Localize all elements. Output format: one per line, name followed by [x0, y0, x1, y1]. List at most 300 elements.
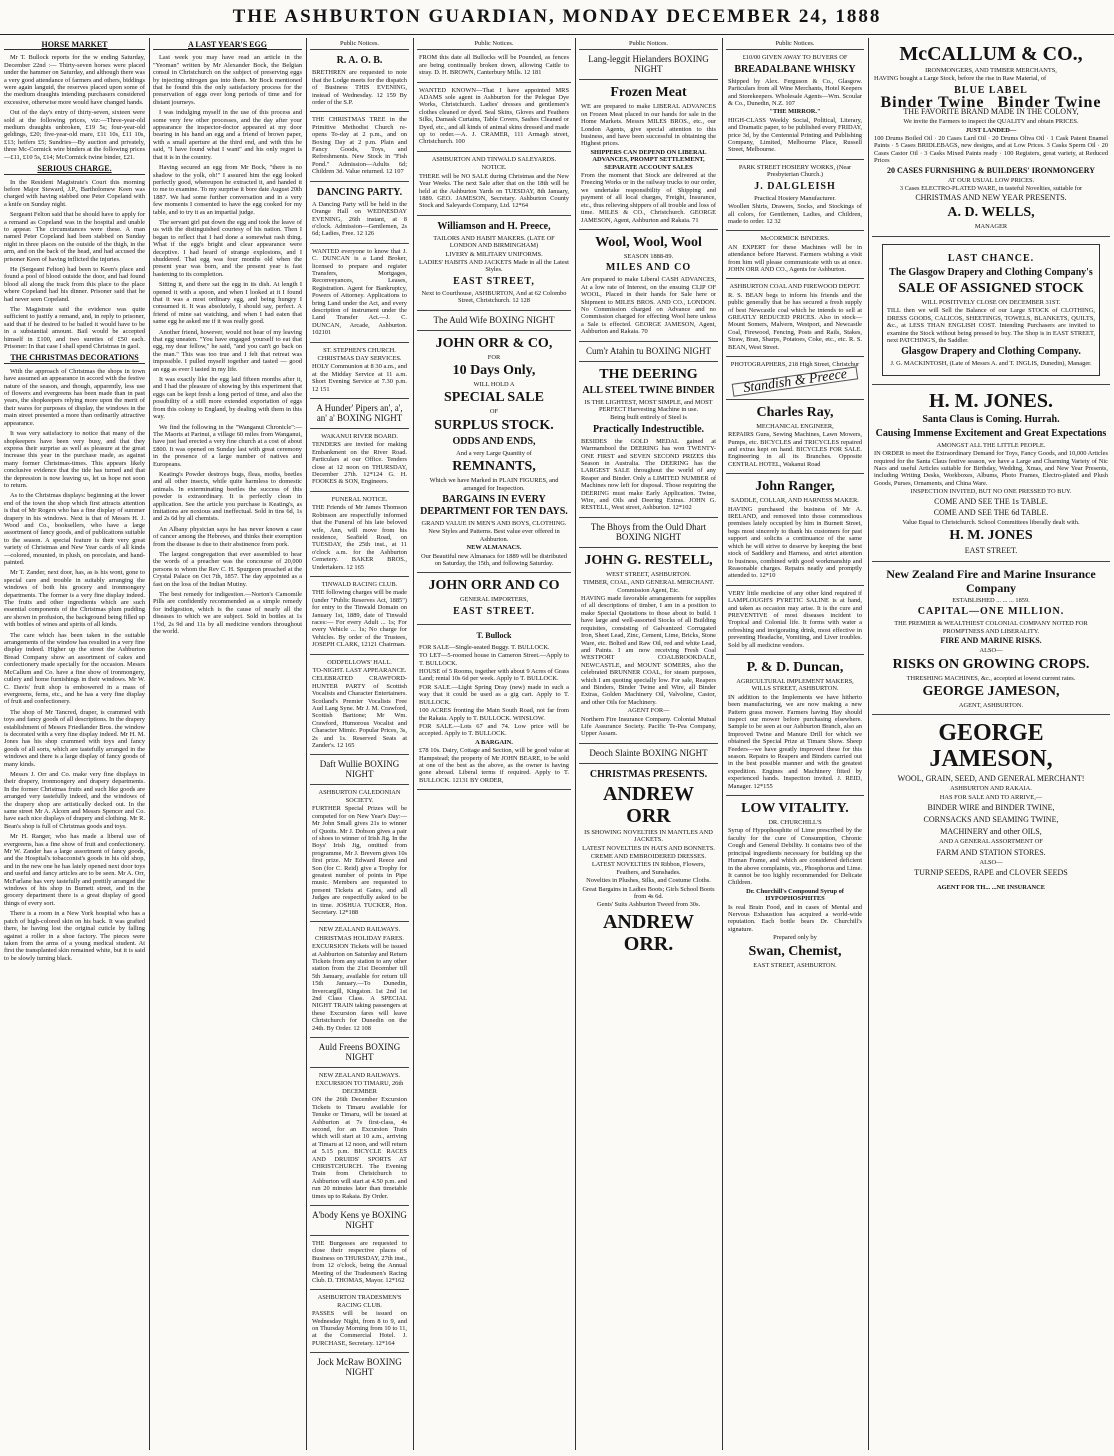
ad-heading: ANDREW ORR — [602, 782, 695, 827]
ad-text: GRAND VALUE IN MEN'S AND BOYS, CLOTHING. — [421, 520, 567, 527]
ad-text: THRESHING MACHINES, &c., accepted at lowest current rates. — [906, 674, 1076, 682]
notice-text: FURTHER Special Prizes will be competed for on New Year's Day:— Mr John Small gives 21s to winner of Quoits. Mr J. Dobson gives a pair of shoes to winner of Irish Jig. In the Boys' Irish Jig, omitted from programme, Mr J. Brevern gives 10s first prize. Mr Edward Reece and Son (for C. Reid) give a Trophy for greatest number of points in Pipe music. Members are requested to present Tickets at Gates, and all Judges are respectfully asked to be in time. JOSHUA TUCKER, Hon. Secretary. 12*188 — [312, 805, 407, 916]
boxing-night-line: Auld Freens BOXING NIGHT — [318, 1042, 401, 1063]
ad-heading: Williamson and H. Preece, — [437, 220, 551, 232]
section-label — [417, 38, 571, 50]
ad-heading: Santa Claus is Coming. Hurrah. — [922, 413, 1060, 425]
ad-frozen-meat — [579, 80, 718, 230]
ad-subheading: SEASON 1888-89. — [623, 252, 674, 260]
ad-subheading: ASHBURTON AND RAKAIA. — [950, 785, 1032, 793]
ad-text: AN EXPERT for these Machines will be in attendance before Harvest. Farmers wishing a visit from him will please communicate with us at once. JOHN ORR AND CO., Agents for Ashburton. — [728, 243, 862, 273]
notice-text: THERE will be NO SALE during Christmas and the New Year Weeks. The next Sale after that on the 18th will be held at the Ashburton Yards on TUESDAY, 8th January, 1889. GEO. JAMESON, Secretary. Ashburton County Stock and Saleyards Company, Ltd. 12*64 — [419, 172, 569, 210]
ad-coal-depot — [726, 279, 864, 357]
ad-subheading: Dr. Churchill's Compound Syrup of HYPOPHOSPHITES — [746, 887, 844, 903]
ad-subheading: WILL POSITIVELY CLOSE ON DECEMBER 31ST. — [921, 298, 1061, 306]
ad-text: ALSO— — [979, 647, 1003, 655]
ad-heading: EAST STREET. — [453, 605, 535, 617]
ad-heading: Practically Indestructible. — [592, 423, 705, 435]
ad-text: REPAIRS Guns, Sewing Machines, Lawn Mowers, Pumps, etc. BICYCLES and TRICYCLES repaired and extras kept on hand. BICYCLES FOR SALE. Engineering in all its Branches. Opposite CENTRAL HOTEL, Wakanui Road — [728, 431, 862, 468]
ad-heading: GEORGE JAMESON, — [922, 684, 1060, 699]
ad-subheading: WOOL, GRAIN, SEED, AND GENERAL MERCHANT! — [897, 774, 1085, 784]
ad-heading: ODDS AND ENDS, — [452, 435, 536, 447]
notice-heading: ASHBURTON AND TINWALD SALEYARDS. — [431, 155, 557, 163]
ad-text: Our Beautiful new Almanacs for 1889 will be distributed on Saturday, the 15th, and following Saturday. — [421, 552, 567, 568]
column-rule — [722, 38, 723, 1450]
notice-text: BRETHREN are requested to note that the Lodge meets for the dispatch of Business THIS EVENING, instead of Wednesday. 12 159 By order of the S.P. — [312, 69, 407, 107]
ad-john-ranger — [726, 474, 864, 585]
ad-text: 100 Drums Boiled Oil · 20 Cases Lard Oil · 20 Drums Oliva Oil · 1 Cask Patent Enamel Paints · 5 Cases BRIDLEBAGS, new designs, and at Low Prices. 3 Casks Sperm Oil · 20 Cases Castor Oil · 3 Casks Mixed Paints ready · 100 Registers, great variety, at Reduced Prices — [874, 135, 1108, 165]
ad-subheading: PARK STREET HOSIERY WORKS, (Near Presbyterian Church.) — [738, 163, 852, 179]
article-text: In the Resident Magistrate's Court this morning before Major Steward, J.P., Bartholomew Keen was charged with having stabbed one Peter Copeland with a knife on Sunday night. — [4, 178, 145, 208]
ad-text: Novelties in Plushes, Silks, and Costume Cloths. — [586, 877, 711, 885]
ad-text: FOR SALE.—Light Spring Dray (new) made in such a way that it could be used as a gig cart. Apply to T. BULLOCK. — [419, 683, 569, 706]
ad-heading: Wool, Wool, Wool — [595, 234, 702, 250]
ad-subheading: MECHANICAL ENGINEER, — [756, 422, 834, 430]
article-text: The care which has been taken in the suitable arrangements of the window has resulted in a very fine display indeed. Higher up the street the Ashburton Bread Company show an assortment of cakes and confectionery made specially for the occasion. Messrs McCallum and Co. have a fine show of ironmongery, cutlery and home furnishings in their windows. Mr W. C. Davis' fruit shop is embowered in a mass of evergreens, ferns, etc., and he has a very fine display of fruit and confectionery. — [4, 631, 145, 706]
ad-text: LATEST NOVELTIES IN Ribbon, Flowers, Feathers, and Sunshades. — [591, 861, 706, 876]
ad-text: From the moment that Stock are delivered at the Freezing Works or in the railway trucks to our order, we undertake responsibility of Shipping and payment of all local charges, Freight, Insurance, etc., thus relieving shippers of all trouble and loss of time. MILES & CO., Christchurch. GEORGE JAMESON, Agent, Ashburton and Rakaia. 71 — [581, 172, 716, 224]
notice-boxing-night — [417, 311, 571, 331]
notice-land-broker — [310, 244, 409, 343]
ad-heading: A. D. WELLS, — [947, 205, 1035, 221]
ad-heading: ANDREW ORR. — [602, 910, 695, 955]
ad-subheading: DR. CHURCHILL'S — [768, 819, 822, 827]
notice-subheading: CHRISTMAS HOLIDAY FARES. — [314, 934, 405, 942]
ad-footer: AGENT FOR TH... ...NE INSURANCE — [936, 884, 1046, 892]
ad-subheading: NEW ALMANACS. — [466, 544, 522, 552]
notice-subheading: NOTICE. — [481, 164, 507, 172]
ad-subheading: INSPECTION INVITED, BUT NO ONE PRESSED TO BUY. — [910, 488, 1072, 496]
ad-text: IS SHOWING NOVELTIES IN MANTLES AND JACKETS. — [584, 828, 713, 844]
notice-funeral — [310, 492, 409, 577]
ad-heading: John Ranger, — [755, 479, 835, 495]
notice-boxing-night — [579, 518, 718, 548]
section-label-text: Public Notices. — [775, 40, 815, 47]
article-text: Messrs J. Orr and Co. make very fine displays in their drapery, ironmongery and drapery departments. In the former Christmas fruits and such like goods are arranged very tastefully indeed, and the windows of the drapery shop are artistically decked out. In the same street Mr A. Alcorn and Messrs Spencer and Co. have each nice displays of drapery and clothing. Mr R. Bean's shop is full of Christmas goods and toys. — [4, 770, 145, 830]
ad-text: Shipped by Alex. Ferguson & Co., Glasgow. Particulars from all Wine Merchants, Hotel Keepers and Storekeepers. Wholesale Agents—Wm. Scoular & Co., Dunedin, N.Z. 107 — [728, 77, 862, 108]
article-text: The best remedy for indigestion.—Norton's Camomile Pills are confidently recommended as a simple remedy for indigestion, which is the cause of nearly all the diseases to which we are subject. Sold in bottles at 1s 1½d, 2s 9d and 11s by all medicine vendors throughout the world. — [153, 591, 302, 636]
article-text: He (Sergeant Felton) had been to Keen's place and found a pool of blood outside the door, and had found blood all along the track from this place to the place where Copeland had his dinner. Prisoner said that he had never seen Copeland. — [4, 265, 145, 303]
ad-text: HAVING bought a Large Stock, before the rise in Raw Material, of — [874, 75, 1047, 83]
column-4 — [417, 38, 571, 1450]
column-rule — [413, 38, 414, 1450]
article-text: Keating's Powder destroys bugs, fleas, moths, beetles and all other insects, while quite harmless to domestic animals. In exterminating beetles the success of this powder is extraordinary. It is perfectly clean in application. See the article you purchase is Keating's, as imitations are noxious and ineffectual. Sold in tins 6d, 1s and 2s 6d by all chemists. — [153, 470, 302, 523]
notice-boxing-night — [310, 1038, 409, 1068]
ad-subheading: Practical Hosiery Manufacturer. — [754, 194, 836, 202]
article-heading: HORSE MARKET — [4, 40, 145, 50]
boxing-night-line: Daft Wullie BOXING NIGHT — [319, 759, 400, 780]
ad-heading: BREADALBANE WHISKY — [734, 63, 856, 75]
article-text: There is a room in a New York hospital who has a patch of high-colored skin on his back. It was grafted there, he having lost the original cuticle by falling against a roller in a shoe factory. The pieces were taken from the arms of a young medical student. At first the transplanted skin remained white, but it is said to be slowly turning black. — [4, 910, 145, 962]
boxing-night-line: The Bhoys from the Ould Dhart BOXING NIGHT — [590, 521, 707, 542]
masthead — [0, 0, 1114, 35]
notice-heading: NEW ZEALAND RAILWAYS. — [318, 926, 401, 934]
ad-text: Northern Fire Insurance Company. Colonial Mutual Life Assurance Society. Pacific Te-Pea Company, Upper Assam. — [581, 715, 716, 738]
article-text: The servant girl put down the egg and took the leave of us with the distinguished courtesy of his nation. Then I began to reflect that I had done a somewhat rash thing. What if the egg's bright and clear appearance were deceptive. I had heard of strange explosions, and I shuddered. That egg was four months old when the present year was born, and the present year is fast hastening to its completion. — [153, 218, 302, 278]
ad-subheading: £10/00 GIVEN AWAY TO BUYERS OF — [742, 54, 848, 62]
ad-text: Great Bargains in Ladies Boots; Girls School Boots from 4s 6d. — [582, 885, 715, 901]
ad-heading: J. DALGLEISH — [754, 180, 836, 192]
ad-heading: THE DEERING — [599, 366, 698, 382]
ad-text: £78 10s. Dairy, Cottage and Section, will be good value at Hampstead; the property of Mr JOHN BEARE, to be sold at one of the best as the above, as the owner is having gone abroad. Liberal terms if required. Apply to T. BULLOCK. 12131 BY ORDER, — [419, 747, 569, 784]
ad-text: HAVING purchased the business of Mr A. IRELAND, and removed into those commodious premises lately occupied by him in Burnett Street, begs most sincerely to thank his customers for past support and solicits a continuance of the same which he will strive to deserve by keeping the best stock of Saddlery and Harness, and strict attention to business, combined with good workmanship and Reasonable charges. Repairs neatly and promptly attended to. 12*10 — [728, 505, 862, 580]
ad-text: J. G. MACKINTOSH, (Late of Messrs A. and T. INGLIS, Dunedin), Manager. — [890, 360, 1092, 368]
notice-saleyards — [417, 152, 571, 216]
ad-subheading: LADIES' HABITS AND JACKETS Made in all the Latest Styles. — [419, 258, 569, 274]
ad-text: Syrup of Hypophosphite of Lime prescribed by the faculty for the cure of Consumption, Chronic Cough and General Debility. It contains two of the principal ingredients necessary for building up the Human Frame, and which are considered deficient in the above complaints, viz., Phosphorus and Lime. It cannot be too highly recommended for Delicate Children. — [728, 827, 863, 887]
ad-text: HAVING made favorable arrangements for supplies of all descriptions of timber, I am in a position to make Special Quotations to those about to build. I have large and well-assorted Stocks of all Building requisites, consisting of Galvanized Corrugated Iron, Sheet Lead, Zinc, Cement, Lime, Bricks, Stone Ware, etc. Bolted and Raw Oil, red and white Lead, and Paints. I am now receiving Fresh Coal WESTPORT COALBROOKDALE, NEWCASTLE, and MOUNT SOMERS, also the celebrated BRUNNER COAL, for steam purposes, which I am quoting specially low. For sale, Reapers and Binders, Binder Twine and Wire, all Binder Extras, Golden Machinery Oil, Valvoline, Castor, and other Oils for Machinery. — [581, 595, 716, 706]
article-text: We find the following in the "Wanganui Chronicle":—The Maoris at Parinui, a village 60 miles from Wanganui, have just had erected a very fine church at a cost of about £800. It was opened on Sunday last with great ceremony in the presence of a large number of natives and Europeans. — [153, 423, 302, 468]
ad-subheading: EAST STREET, ASHBURTON. — [753, 961, 837, 969]
article-text: Another friend, however, would not hear of my leaving that egg uneaten. "You have engaged yourself to eat that egg, my dear fellow," he said, "and you can't go back on the man." This was too true and I felt that retreat was impossible. I pulled myself together and tasted — good an egg as ever I tasted in my life. — [153, 328, 302, 373]
ad-heading: LAST CHANCE. — [947, 252, 1035, 264]
ad-text: We invite the Farmers to inspect the QUALITY and obtain PRICES. — [903, 118, 1079, 126]
ad-text: HAS FOR SALE AND TO ARRIVE,— — [939, 793, 1043, 801]
ad-text: Value Equal to Christchurch. School Committees liberally dealt with. — [902, 518, 1080, 526]
article-text: Mr H. Ranger, who has made a liberal use of evergreens, has a fine show of fruit and confectionery. Mr W. Zander has a large assortment of fancy goods, and the Hospital's tobacconist's goods in his old shop, and in the new one he has lately opened next door toys and useful and fancy articles are to be seen. Mr A. Orr, McFarlane has very tastefully and prettily arranged the windows of his shop in Burnett street, and in the grocery department there is a great display of good things of every sort. — [4, 833, 145, 907]
notice-heading: NEW ZEALAND RAILWAYS. — [318, 1072, 401, 1080]
ad-list-item: AND A GENERAL ASSORTMENT OF — [939, 838, 1043, 846]
ad-heading: Causing Immense Excitement and Great Expectations — [875, 427, 1107, 439]
notice-railways — [310, 922, 409, 1038]
ad-heading: Glasgow Drapery and Clothing Company. — [901, 346, 1081, 358]
article-heading: A LAST YEAR'S EGG — [153, 40, 302, 50]
ad-pd-duncan — [726, 655, 864, 796]
notice-heading: ASHBURTON TRADESMEN'S RACING CLUB. — [317, 1294, 402, 1309]
ad-heading: RISKS ON GROWING CROPS. — [892, 656, 1090, 672]
ad-text: FOR — [487, 353, 501, 361]
article-text: It was exactly like the egg laid fifteen months after it, and I had the pleasure of showing by this experiment that eggs can be kept fresh a long period of time, and also the possibility of a still more extended exportation of eggs from this colony to England, by dealing with them in this way. — [153, 376, 302, 421]
ad-text: FOR SALE—Single-seated Buggy. T. BULLOCK. — [419, 643, 550, 651]
ad-hosiery-works — [726, 160, 864, 231]
ad-williamson-preece — [417, 216, 571, 311]
section-label-text: Public Notices. — [628, 40, 669, 47]
notice-bullocks — [417, 50, 571, 82]
notice-caledonian — [310, 785, 409, 922]
ad-subheading: EAST STREET. — [964, 545, 1018, 555]
ad-glasgow-drapery — [872, 237, 1110, 385]
ad-text: IN addition to the Implements we have hitherto been manufacturing, we are now making a new Pattern grass mower. Farmers having Hay should inspect our mower before purchasing elsewhere. Sample to be seen at our Ashburton Branch, also an Improved Twine and Manure Drill for which we obtained the Special Prize at Timaru Show. Sheep Feeders—we have greatly improved these for this season. Repairs to Reapers and Binders carried out in the best possible manner and with the greatest expedition. Engines and Machinery fitted by experienced hands. Inspection invited. J. REID, Manager. 12*155 — [728, 693, 862, 790]
ad-heading: Binder Twine — [997, 93, 1102, 111]
ad-text: WILL HOLD A — [473, 380, 515, 388]
column-1 — [4, 38, 145, 1450]
ad-lamplough — [726, 586, 864, 655]
section-label — [726, 38, 864, 50]
notice-oddfellows — [310, 655, 409, 756]
notice-heading: ASHBURTON CALEDONIAN SOCIETY. — [318, 789, 401, 804]
notice-burgesses — [310, 1236, 409, 1290]
ad-text: TO LET—5-roomed house in Cameron Street.—Apply to T. BULLOCK. — [419, 652, 569, 667]
ad-heading: SURPLUS STOCK. — [434, 417, 554, 433]
ad-nz-insurance — [872, 562, 1110, 715]
column-rule — [868, 38, 869, 1450]
ad-text: IS THE LIGHTEST, MOST SIMPLE, and MOST PERFECT Harvesting Machine in use. — [584, 398, 713, 413]
notice-raob — [310, 50, 409, 112]
ad-heading: SPECIAL SALE — [444, 390, 544, 406]
ad-subheading: JUST LANDED— — [965, 126, 1017, 134]
notice-subheading: CHRISTMAS DAY SERVICES. — [317, 355, 402, 362]
notice-text: PASSES will be issued on Wednesday Night, from 8 to 9, and on Thursday Morning from 10 to 11, at the Commercial Hotel. J. PURCHASE, Secretary. 12*164 — [312, 1310, 407, 1347]
ad-heading: Swan, Chemist, — [748, 943, 842, 959]
ad-text: HOUSE of 5 Rooms, together with about 9 Acres of Grass Land; rental 10s 6d per week. Apply to T. BULLOCK. — [419, 668, 569, 683]
ad-text: 3 Cases ELECTRO-PLATED WARE, in tasteful Novelties, suitable for — [899, 185, 1083, 193]
notice-christmas-tree — [310, 112, 409, 181]
column-rule — [306, 38, 307, 1450]
boxing-night-line: Lang-leggit Hielanders BOXING NIGHT — [588, 54, 709, 75]
ad-heading: SALE OF ASSIGNED STOCK — [898, 280, 1084, 296]
ad-text: Being built entirely of Steel is — [610, 414, 687, 422]
section-label-text: Public Notices. — [339, 40, 380, 47]
boxing-night-line: Deoch Slainte BOXING NIGHT — [589, 747, 708, 758]
ad-text: MANAGER — [974, 223, 1008, 231]
boxing-night-line: Jock McRaw BOXING NIGHT — [317, 1357, 402, 1378]
ad-text: AGENT, ASHBURTON. — [958, 702, 1024, 709]
ad-subheading: A BARGAIN. — [475, 738, 513, 746]
ad-text: And a very Large Quantity of — [456, 449, 532, 457]
ad-text: GENERAL IMPORTERS, — [459, 596, 529, 604]
masthead-title: THE ASHBURTON GUARDIAN, MONDAY DECEMBER 24, 1888 — [232, 6, 882, 27]
article-heading: SERIOUS CHARGE. — [4, 164, 145, 174]
ad-heading: H. M. JONES — [949, 527, 1033, 543]
ad-subheading: COME AND SEE THE 1s TABLE. — [934, 496, 1048, 506]
notice-text: A Dancing Party will be held in the Orange Hall on WEDNESDAY EVENING, 26th instant, at 8 o'clock. Admission—Gentlemen, 2s 6d; Ladies, Free. 12 126 — [312, 200, 407, 238]
section-label — [579, 38, 718, 50]
notice-boxing-night — [310, 1353, 409, 1382]
column-6 — [726, 38, 864, 1450]
ad-text: THE PREMIER & WEALTHIEST COLONIAL COMPANY NOTED FOR PROMPTNESS AND LIBERALITY. — [894, 620, 1088, 635]
notice-heading: ODDFELLOWS' HALL. — [327, 658, 392, 666]
ad-heading: CHRISTMAS PRESENTS. — [589, 768, 708, 780]
ad-text: Is real Brain Food, and in cases of Mental and Nervous Exhaustion has acquired a world-wide reputation. Each bottle bears Dr. Churchill's signature. — [728, 903, 862, 933]
ad-subheading: ASHBURTON COAL AND FIREWOOD DEPOT. — [729, 283, 861, 291]
ad-list-item: CORNSACKS AND SEAMING TWINE, — [923, 815, 1059, 825]
ad-heading: LOW VITALITY. — [741, 801, 849, 817]
ad-hm-jones — [872, 385, 1110, 562]
ad-list-item: TURNIP SEEDS, RAPE and CLOVER SEEDS — [914, 868, 1068, 878]
ad-subheading: McCORMICK BINDERS. — [760, 235, 830, 243]
ad-subheading: PHOTOGRAPHERS, 218 High Street, Christchur — [730, 361, 860, 368]
ad-subheading: FIRE AND MARINE RISKS. — [940, 636, 1042, 646]
ad-subheading: SADDLE, COLLAR, AND HARNESS MAKER. — [731, 497, 859, 505]
ad-heading: CAPITAL—ONE MILLION. — [917, 606, 1065, 618]
article-text: With the approach of Christmas the shops in town have assumed an appearance in accord with the festive nature of the season, and though, apparently, less use of flowers and evergreens has been made than in past years, the shopkeepers relying more upon the merit of their wares for purposes of display, the windows in the main street presented a more than ordinarily attractive appearance. — [4, 367, 145, 427]
ad-mccormick-binders — [726, 231, 864, 279]
ad-subheading: Prepared only by — [773, 934, 817, 942]
notice-text: THE Friends of Mr James Thomson Robinson are respectfully informed that the Funeral of his late beloved wife, Ann, will move from his residence, Seafield Road, on TUESDAY, the 25th inst., at 11 o'clock a.m. for the Ashburton Cemetery. BAKER BROS., Undertakers. 12 165 — [312, 504, 407, 571]
ad-subheading: TIMBER, COAL, AND GENERAL MERCHANT. Commission Agent, Etc. — [582, 579, 715, 594]
ad-subheading: WEST STREET, ASHBURTON. — [606, 570, 691, 578]
section-label — [310, 38, 409, 50]
notice-text: THE Burgesses are requested to close their respective places of Business on THURSDAY, 27th inst., from 12 o'clock, being the Annual Meeting of the Tradesmen's Racing Club. D. THOMAS, Mayor. 12*162 — [312, 1239, 407, 1284]
ad-text: Which we have Marked in PLAIN FIGURES, and arranged for Inspection. — [429, 477, 559, 492]
notice-subheading: TO-NIGHT. LAST APPEARANCE. — [312, 667, 407, 674]
notice-heading: DANCING PARTY. — [316, 186, 403, 198]
ad-subheading: CHRISTMAS AND NEW YEAR PRESENTS. — [915, 193, 1067, 203]
ad-john-orr-importers — [417, 573, 571, 624]
ad-t-bullock — [417, 625, 571, 790]
ad-john-restell — [579, 548, 718, 744]
ad-subheading: AGRICULTURAL IMPLEMENT MAKERS, WILLS STREET, ASHBURTON. — [736, 677, 854, 693]
ad-subheading: "THE MIRROR." — [769, 108, 821, 116]
ad-charles-ray — [726, 400, 864, 474]
ad-text: VERY little medicine of any other kind required if LAMPLOUGH'S PYRETIC SALINE is at hand, and taken as occasion may arise. It is the cure and PREVENTIVE of most diseases incident to Tropical and Colonial life. It forms with water a refreshing and invigorating drink, most effective in preventing Headache, Vomiting, and Liver troubles. Sold by all medicine vendors. — [728, 589, 862, 649]
notice-text: WANTED KNOWN—That I have appointed MRS ADAMS sole agent in Ashburton for the Pelegue Dye Works, Christchurch. Ladies' dresses and gentlemen's clothes cleaned or dyed. Seal Skins, Gloves and Feathers Silks, Damask Curtains, Table Covers, Sashes Cleaned or Dyed, etc., and all kinds of animal skins dressed and made up to order.—A. J. CRAMER, 111 Armagh street, Christchurch. 100 — [419, 86, 569, 146]
ad-list-item: MACHINERY and other OILS, — [940, 827, 1042, 837]
ad-subheading: AMONGST ALL THE LITTLE PEOPLE. — [936, 441, 1046, 449]
ad-heading: JOHN G. RESTELL, — [584, 552, 713, 568]
ad-text: Woollen Shirts, Drawers, Socks, and Stockings of all colors, for Gentlemen, Ladies, and Children, made to order. 12 32 — [728, 203, 862, 225]
notice-tinwald — [310, 577, 409, 655]
notice-boxing-night — [310, 1206, 409, 1236]
ad-text: OF — [489, 408, 499, 416]
ad-text: HIGH-CLASS Weekly Social, Political, Literary, and Dramatic paper, to be published every FRIDAY, price 3d, by the Centennial Printing and Publishing Company, Limited, Melbourne Place, Russell Street, Melbourne. — [728, 116, 862, 154]
notice-text: CELEBRATED CRAWFORD-HUNTER PARTY of Scottish Vocalists and Character Entertainers. Scotland's Premier Vocalists Free Aud Lang Syne. Mr J. M. Crawford, Scottish Baritone; Mr Wm. Crawford, Humorous Vocalist and Character Mimic. Popular Prices, 3s, 2s and 1s. Reserved Seats at Zander's. 12 165 — [312, 675, 407, 750]
notice-railways-timaru — [310, 1068, 409, 1206]
ad-text: R. S. BEAN begs to inform his friends and the public generally that he has secured a fresh supply of best Newcastle coal which he intends to sell at GREATLY REDUCED PRICES. Also in stock—Mount Somers, Malvern, Westport, and Newcastle Coal, Firewood, Fencing, Posts and Rails, Stakes, Straw, Bran, Sharps, Potatoes, Coke, etc., etc. R. S. BEAN, West Street. — [728, 291, 862, 351]
notice-text: EXCURSION Tickets will be issued at Ashburton on Saturday and Return Tickets from any station to any other station from the 21st December till 5th January, available for return till 15th January.—To Dunedin, Invercargill, Kingston. 1st 2nd 1st 2nd Class Class. A SPECIAL NIGHT TRAIN taking passengers at these Excursion fares will leave Christchurch for Dunedin on the 24th. By Order. 12 108 — [312, 943, 407, 1032]
ad-heading: 10 Days Only, — [452, 362, 536, 378]
notice-heading: WAKANUI RIVER BOARD. — [321, 433, 398, 441]
column-5 — [579, 38, 718, 1450]
ad-text: 100 ACRES fronting the Main South Road, not far from the Rakaia. Apply to T. BULLOCK. WINSLOW. — [419, 707, 569, 722]
notice-text: ON the 26th December Excursion Tickets to Timaru available for Tenuke or Timaru, will be issued at Ashburton at 7s first-class, 4s second, for an Excursion Train which will start at 10 a.m., arriving at Timaru at 12 noon, and will return at 5.15 p.m. BICYCLE RACES AND DRUIDS' SPORTS AT CHRISTCHURCH. The Evening Train from Christchurch to Ashburton will start at 4.50 p.m. and run 20 minutes later than timetable times up to Rakaia. By Order. — [312, 1096, 407, 1200]
ad-list-item: FARM AND STATION STORES. — [936, 847, 1046, 857]
ad-heading: New Zealand Fire and Marine Insurance Company — [886, 566, 1096, 595]
notice-boxing-night — [310, 399, 409, 429]
boxing-night-line: Cum'r Atahin tu BOXING NIGHT — [585, 345, 712, 356]
ad-subheading: COME AND SEE THE 6d TABLE. — [933, 507, 1049, 517]
ad-subheading: ESTABLISHED ... ... ... 1859. — [952, 596, 1030, 604]
ad-text: New Styles and Patterns. Best value ever offered in Ashburton. — [428, 528, 560, 543]
notice-wakanui — [310, 429, 409, 492]
ad-heading: MILES AND CO — [605, 262, 692, 274]
ad-subheading: TAILORS AND HABIT MAKERS. (LATE OF LONDON AND BIRMINGHAM) — [433, 234, 555, 250]
notice-text: FROM this date all Bullocks will be Pounded, as fences are being continually broken down, allowing Cattle to stray. D. H. BROWN, Canterbury Mills. 12 181 — [419, 54, 569, 77]
notice-boxing-night — [310, 755, 409, 785]
ad-text: Gents' Suits Ashburton Tweed from 30s. — [596, 901, 701, 909]
article-text: Mr T. Bullock reports for the w ending Saturday, December 22nd :— Thirty-seven horses were placed under the hammer on Saturday, and although there was a very good attendance of farmers and others, biddings were again languid, the reserves placed upon some of the medium draughts intending purchasers considered excessive, otherwise more would have changed hands. — [4, 54, 145, 106]
boxing-night-line: The Auld Wife BOXING NIGHT — [433, 314, 555, 325]
notice-st-stephens — [310, 343, 409, 399]
ad-heading: P. & D. Duncan, — [746, 659, 844, 675]
notice-subheading: EXCURSION TO TIMARU, 26th DECEMBER — [315, 1080, 404, 1095]
ad-text: Next to Courthouse, ASHBURTON, And at 62 Colombo Street, Christchurch. 12 128 — [421, 289, 567, 305]
notice-heading: R. A. O. B. — [336, 55, 383, 67]
ad-heading: GEORGE JAMESON, — [929, 720, 1053, 773]
ad-heading: Frozen Meat — [610, 85, 687, 101]
ad-heading: The Glasgow Drapery and Clothing Company's — [889, 266, 1093, 278]
ad-heading: ALL STEEL TWINE BINDER — [582, 384, 715, 396]
ad-mccallum — [872, 38, 1110, 237]
column-3 — [310, 38, 409, 1450]
column-rule — [575, 38, 576, 1450]
notice-dancing — [310, 182, 409, 244]
article-text: Sergeant Felton said that he should have to apply for a remand as Copeland was in the hospital and unable to appear. The circumstances were these. A man named Peter Copeland had been stabbed on Sunday night in three places on the outside of the thigh, in the arm, and on the back of the head, and had accused the prisoner Keen of having inflicted the injuries. — [4, 211, 145, 263]
ad-heading: JOHN ORR & CO, — [435, 335, 553, 351]
notice-text: THE following charges will be made (under "Public Reserves Act, 1885") for entry to the Tinwald Domain on January 1st, 1889, date of Tinwald races:— For every Adult ... 1s; For every Vehicle ... 1s; No charge for Vehicles. By order of the Trustees, JOSEPH CLARK, 12121 Chairman. — [312, 589, 407, 649]
ad-text: FOR SALE.—Lots 67 and 74. Low price will be accepted. Apply to T. BULLOCK. — [419, 722, 569, 738]
ad-heading: H. M. JONES. — [929, 389, 1053, 412]
ad-deering-binder — [579, 362, 718, 518]
ad-text: BESIDES the GOLD MEDAL gained at Warrnambool the DEERING has won TWENTY-ONE FIRST and SEVEN SECOND PRIZES this Season in Australia. The DEERING has the LARGEST SALE throughout the world of any Reaper and Binder. Only a LIMITED NUMBER of Machines now left for disposal. Those requiring the DEERING must make Early Application. Twine, Wire, and Oils and Deering Extras. JOHN G. RESTELL, West street, Ashburton. 12*102 — [581, 437, 716, 512]
ad-subheading: SHIPPERS CAN DEPEND ON LIBERAL ADVANCES, PROMPT SETTLEMENT, SEPARATE ACCOUNT SALES — [590, 148, 707, 171]
ad-heading: REMNANTS, — [452, 459, 536, 475]
notice-boxing-night — [579, 744, 718, 764]
notice-text: THE CHRISTMAS TREE in the Primitive Methodist Church re-opens To-day at 2 p.m., and on Boxing Day at 2 p.m. Plain and Fancy Goods, Toys, and Refreshments. New Stock in "Fish Pond." Admission—Adults 6d; Children 3d. Value returned. 12 107 — [312, 116, 407, 176]
ad-text: CREME AND EMBROIDERED DRESSES. — [590, 853, 707, 860]
article-text: An Albany physician says he has never known a case of cancer among the Hebrews, and thinks their exemption from the disease is due to their abstinence from pork. — [153, 525, 302, 548]
ad-heading: JOHN ORR AND CO — [428, 578, 560, 594]
article-text: Sitting it, and there sat the egg in its dish. At length I opened it with a spoon, and when I looked at it I found that it was a most ordinary egg, and being hungry I consumed it. It was absolutely, I should say, perfect. A friend of mine sat watching, and when I had eaten that same egg he asked me if it was really good. — [153, 281, 302, 326]
ad-text: WE are prepared to make LIBERAL ADVANCES on Frozen Meat placed in our hands for sale in the Home Markets. Messrs MILES BROS., etc., our London Agents, give special attention to this business, and have been successful in obtaining the Highest prices. — [581, 103, 716, 148]
article-text: Having secured an egg from Mr Bock, "there is no shadow to the yolk, oh!" I assured him the egg looked perfectly good, whereupon he extracted it, and handed it to me to examine. To my surprise it bore date August 20th 1887. We had some further conversation and in a very few moments I consented to have the egg cooked for my table, and to try it as an impartial judge. — [153, 164, 302, 216]
ad-heading: EAST STREET, — [453, 275, 535, 287]
ad-george-jameson — [872, 715, 1110, 896]
ad-heading: McCALLUM & CO., — [899, 43, 1083, 65]
article-text: It was very satisfactory to notice that many of the shopkeepers have been very busy, and that they express their surprise as well as pleasure at the great increase this year in the purchase made, as against many former Christmas-times. This appears likely conclusive evidence that the tide has turned and that the depression is now leaving us, let us hope not soon to return. — [4, 430, 145, 489]
notice-dye-works — [417, 83, 571, 152]
ad-text: LATEST NOVELTIES IN HATS AND BONNETS. — [582, 844, 715, 852]
article-text: Last week you may have read an article in the "Yeoman" written by Mr Alexander Bock, the Belgian consul in Christchurch on the subject of preserving eggs by injecting nitrogen gas into them. Mr Bock mentioned that he found this the only satisfactory process for the preservation of eggs over long periods of time and for distant journeys. — [153, 54, 302, 106]
notice-tradesmens-racing — [310, 1290, 409, 1353]
notice-heading: ST. STEPHEN'S CHURCH. — [323, 346, 396, 354]
notice-text: HOLY Communion at 8 30 a.m., and at the Midday Service at 11 a.m. Short Evening Service at 7.30 p.m. 12 151 — [312, 363, 407, 393]
notice-boxing-night — [579, 50, 718, 80]
ad-subheading: AGENT FOR— — [627, 707, 670, 715]
section-label-text: Public Notices. — [474, 40, 514, 47]
column-7 — [872, 38, 1110, 1450]
notice-heading: TINWALD RACING CLUB. — [321, 580, 398, 588]
ad-text: IN ORDER to meet the Extraordinary Demand for Toys, Fancy Goods, and 10,000 Articles required for the Santa Claus festive season, we have a Large and Charming Variety of Nic Nacs and useful Articles suitable for Birthday, Wedding, Xmas, and New Year Presents, including Writing Desks, Workboxes, Albums, Photo Frames, Electro-plated and Plush Goods, Purses, Ornaments, and China Ware. — [874, 450, 1108, 487]
binder-twine-row — [874, 93, 1108, 111]
article-text: The Magistrate said the evidence was quite sufficient to justify a remand, and, in reply to prisoner, said that if he desired to be bailed it would have to be in a substantial amount. Bail would be accepted himself in £100, and two sureties of £50 each. Prisoner: In that case I shall spend Christmas in gaol. — [4, 306, 145, 351]
ad-frame — [882, 244, 1100, 376]
article-text: The shop of Mr Tancred, draper, is crammed with toys and fancy goods of all descriptions. In the drapery establishment of Messrs Friedlander Bros. the window is decorated with a very fine display indeed. Mr H. M. Jones has his shop crammed with toys and fancy goods of all sorts, which are tastefully arranged in the windows and there is a large display of fancy goods of many kinds. — [4, 708, 145, 768]
ad-list-item: BINDER WIRE and BINDER TWINE, — [927, 803, 1055, 813]
notice-boxing-night — [579, 342, 718, 362]
ad-heading: T. Bullock — [476, 630, 512, 640]
ad-wool — [579, 230, 718, 342]
ad-john-orr-sale — [417, 331, 571, 574]
boxing-night-line: A'body Kens ye BOXING NIGHT — [312, 1209, 407, 1230]
article-text: Mr T. Zander, next door, has, as is his wont, gone to special care and trouble in suitably arranging the windows of both his grocery and ironmongery departments. The former is a very fine display indeed. The fruits and other ingredients which are such essential components of the Christmas plum pudding are shown in profusion, the background being filled up with bottles of wines and spirits of all kinds. — [4, 569, 145, 629]
column-2 — [153, 38, 302, 1450]
ad-subheading: THE FAVORITE BRAND MADE IN THE COLONY, — [903, 107, 1079, 117]
ad-list-item: ALSO— — [979, 858, 1003, 866]
notice-text: TENDERS are invited for making Embankment on the River Road. Particulars at our Office. Tenders close at 12 noon on THURSDAY, December 27th. 12*124 G. H. FOOKES & SON, Engineers. — [312, 441, 407, 486]
notice-text: WANTED everyone to know that J. C. DUNCAN is a Land Broker, licensed to prepare and register Transfers, Mortgages, Reconveyances, Leases, Registration. Agent for Bankruptcy, Powers of Attorney. Applications to bring Land under the Act, and every description of instrument under the Land Transfer Act.—J. C. DUNCAN, Arcade, Ashburton. 102101 — [312, 247, 407, 337]
ad-text: AT OUR USUAL LOW PRICES. — [947, 176, 1035, 184]
column-rule — [149, 38, 150, 1450]
article-heading: THE CHRISTMAS DECORATIONS — [4, 353, 145, 363]
ad-breadalbane-whisky — [726, 50, 864, 159]
ad-heading: BARGAINS IN EVERY DEPARTMENT FOR TEN DAYS. — [420, 494, 568, 517]
ad-low-vitality — [726, 796, 864, 974]
boxing-night-line: A Hunder' Pipers an', a', an' a' BOXING NIGHT — [316, 403, 403, 424]
article-text: I was indulging myself in the use of this process and some very few other processes, and the day after your appearance the inspector-doctor appeared at my door bearing in his hand an egg and a friend of brown paper, with a small aperture at the third end, and with this he said, "I have found what I want" and his only regret is that it is in the country. — [153, 109, 302, 161]
ad-photographers — [726, 357, 864, 400]
article-text: The largest congregation that ever assembled to hear the words of a preacher was the concourse of 20,000 persons to whom the Rev C. H. Spurgeon preached at the Crystal Palace on Oct 7th, 1857. The day appointed as a fast on the loss of the Indian Mutiny. — [153, 551, 302, 588]
ad-heading: Binder Twine — [880, 93, 985, 111]
ad-heading: Charles Ray, — [756, 404, 834, 420]
notice-heading: FUNERAL NOTICE. — [331, 495, 388, 503]
ad-subheading: LIVERY & MILITARY UNIFORMS. — [445, 250, 543, 258]
ad-text: Are prepared to make Liberal CASH ADVANCES, At a low rate of Interest, on the ensuing CLIP OF WOOL, Placed in their hands for Sale here or Shipment to MILES BROS. AND CO., LONDON. No Commission charged on Advance and no Commission charged for effecting Wool here unless a Sale is effected. GEORGE JAMESON, Agent, Ashburton and Rakaia. 70 — [581, 276, 716, 336]
ad-heading: BLUE LABEL — [954, 84, 1028, 96]
ad-subheading: IRONMONGERS, AND TIMBER MERCHANTS, — [925, 67, 1057, 74]
article-text: Out of the day's entry of thirty-seven, sixteen were sold at the following prices, viz:—Three-year-old medium draughts unbroken, £19 5s; four-year-old geldings, £20; five-year-old mare, £11 10s, £11 10s, £13; heifers £5; Sundries—By auction and privately, three Mc-Cormick wire binders at the following prices—£11, £10 5s, £14; McCormick twine binder, £21. — [4, 109, 145, 161]
ad-andrew-orr — [579, 764, 718, 961]
